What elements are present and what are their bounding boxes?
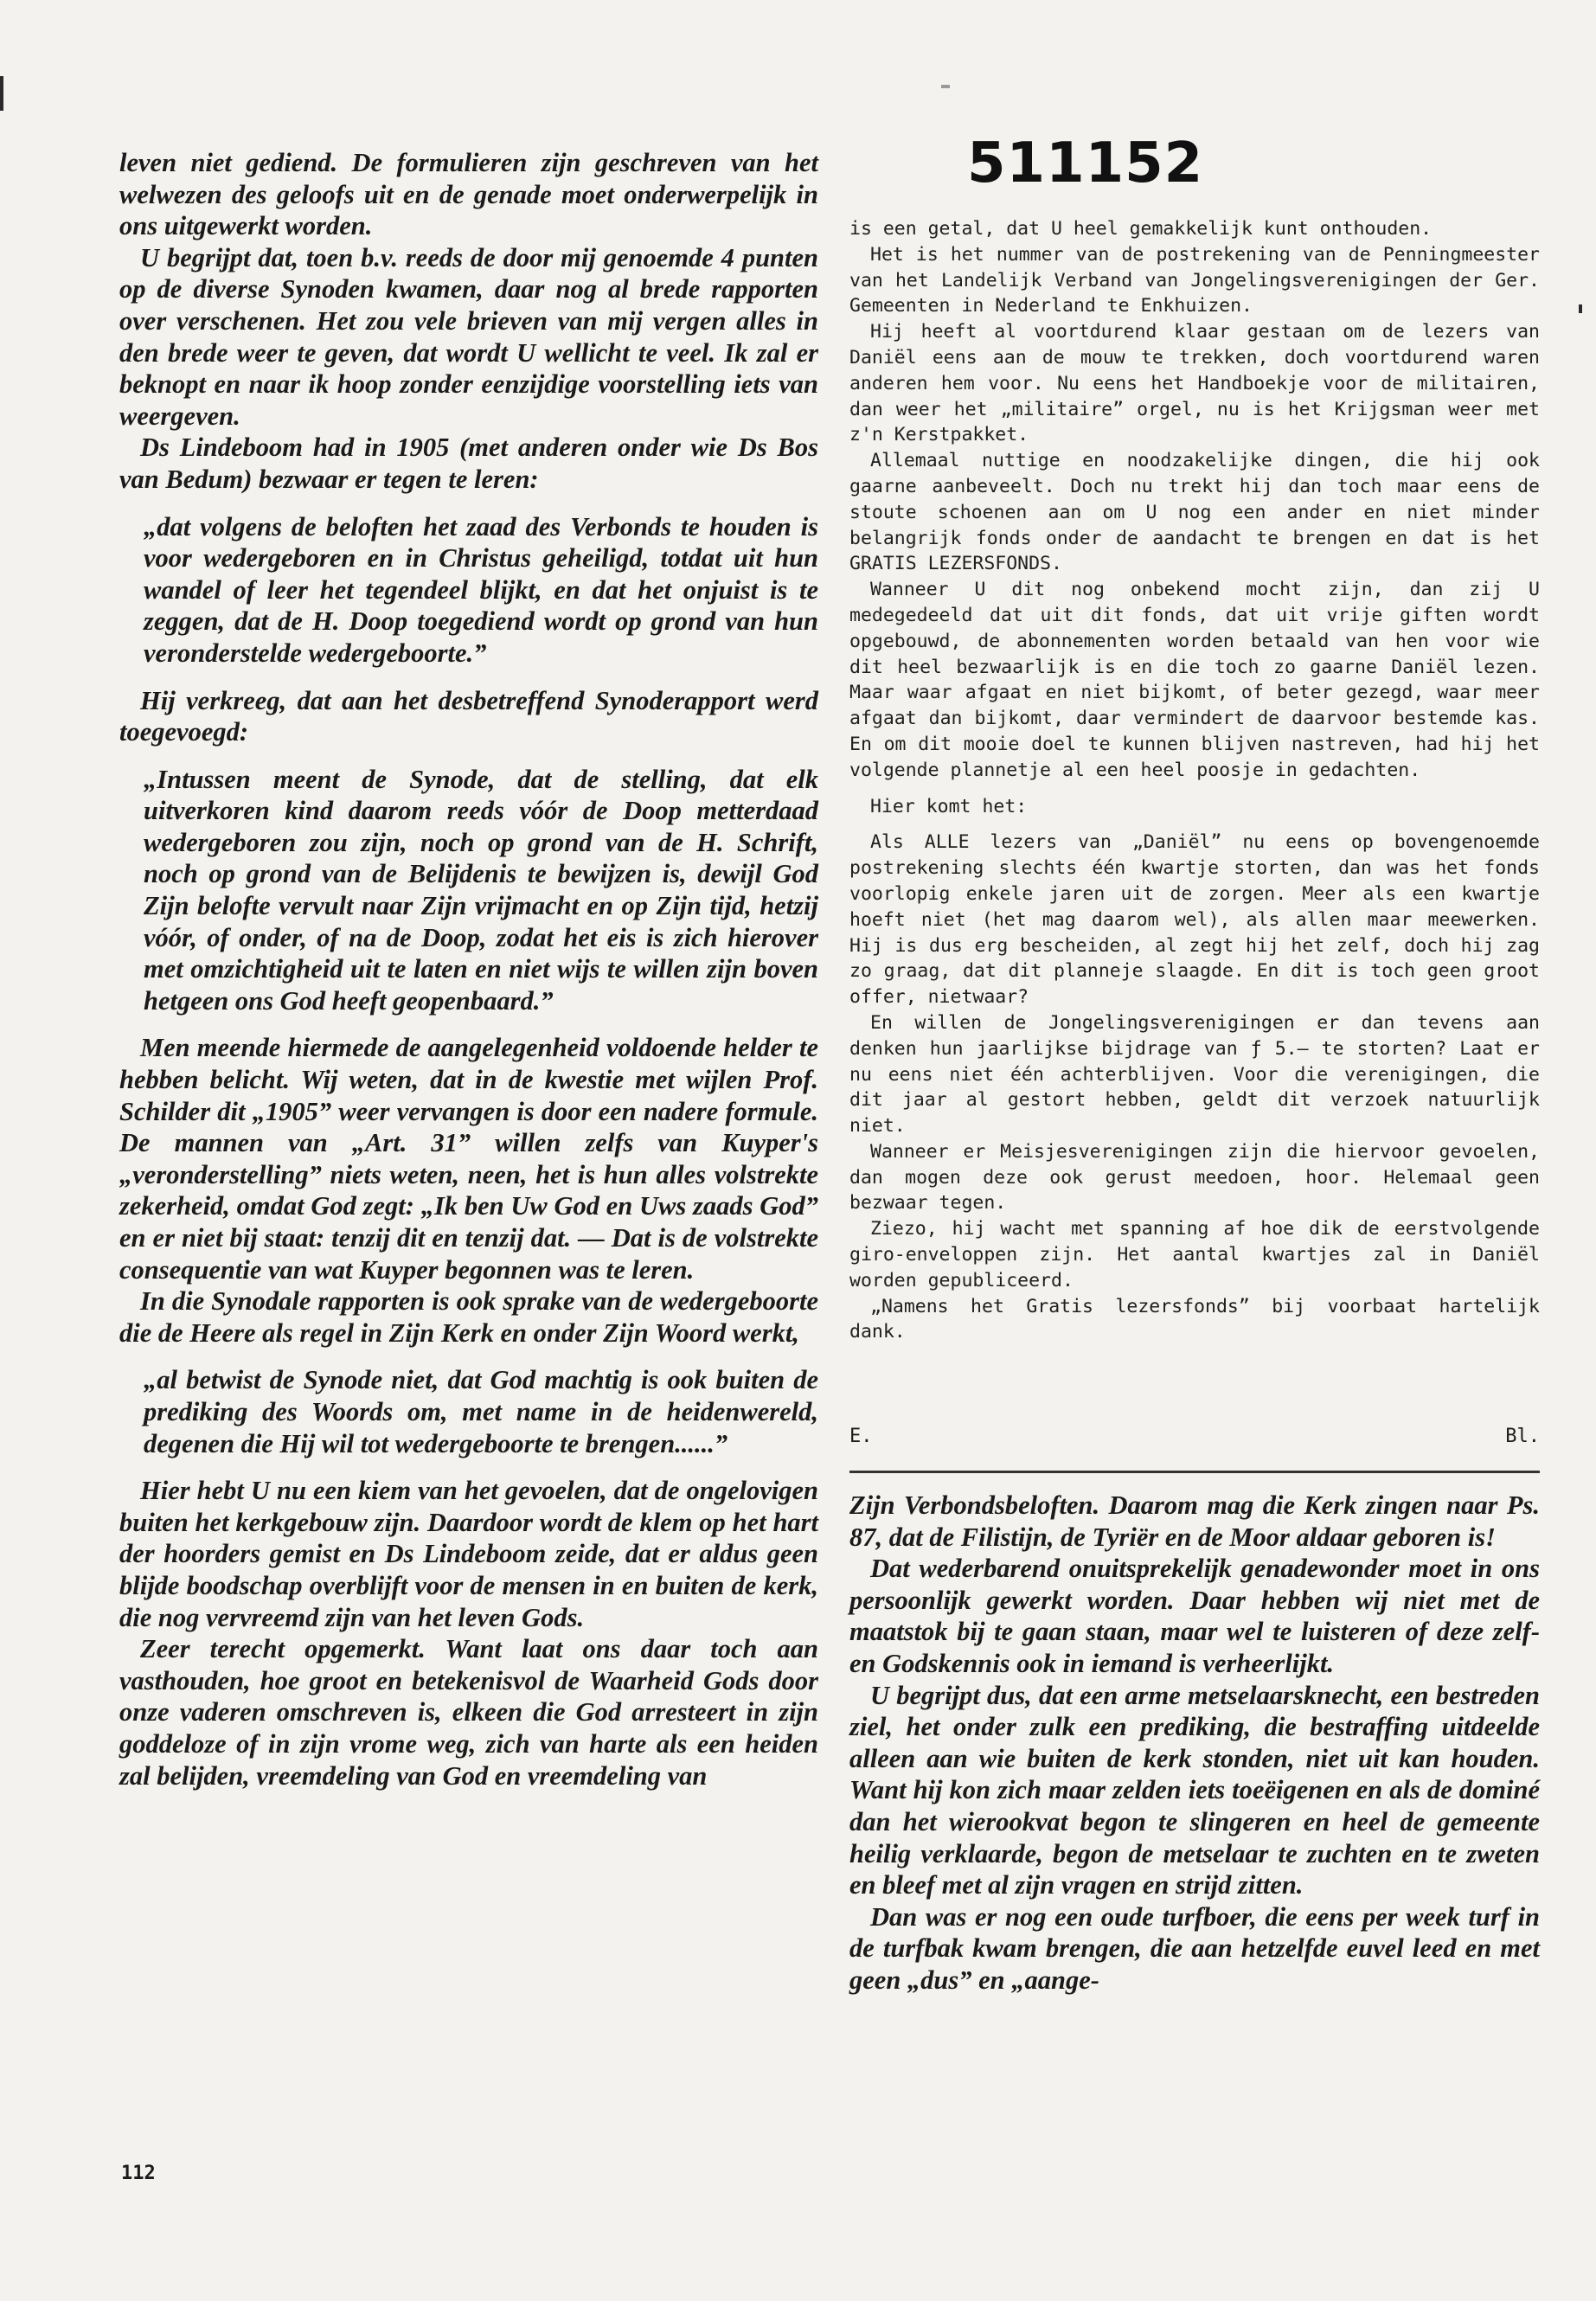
paragraph: Wanneer er Meisjesverenigingen zijn die hiervoor gevoelen, dan mogen deze ook gerust meedoen, hoor. Helemaal geen bezwaar tegen. (849, 1140, 1540, 1215)
paragraph: leven niet gediend. De formulieren zijn geschreven van het welwezen des geloofs uit en de genade moet onderwerpelijk in ons uitgewerkt worden. (119, 148, 818, 241)
paragraph: Dan was er nog een oude turfboer, die eens per week turf in de turfbak kwam brengen, die aan hetzelfde euvel leed en met geen „dus” en „aange- (849, 1901, 1540, 1995)
scan-mark (0, 76, 3, 111)
signature-right: Bl. (1505, 1426, 1540, 1447)
paragraph: U begrijpt dat, toen b.v. reeds de door mij genoemde 4 punten op de diverse Synoden kwamen, daar nog al brede rapporten over verschenen. Het zou vele brieven van mij vergen alles in den brede weer te geven, dat wordt U wellicht te veel. Ik zal er beknopt en naar ik hoop zonder eenzijdige voorstelling iets van weergeven. (119, 242, 818, 431)
paragraph: Hier komt het: (870, 795, 1028, 817)
quoted-passage: „dat volgens de beloften het zaad des Verbonds te houden is voor wedergeboren en in Christus geheiligd, totdat uit hun wandel of leer het tegendeel blijkt, en dat het onjuist is te zeggen, dat de H. Doop toegediend wordt op grond van hun veronderstelde wedergeboorte.” (144, 511, 818, 668)
paragraph: Als ALLE lezers van „Daniël” nu eens op bovengenoemde postrekening slechts één kwartje storten, dan was het fonds voorlopig enkele jaren uit de zorgen. Meer als een kwartje hoeft niet (het mag daarom wel), als allen maar meewerken. Hij is dus erg bescheiden, al zegt hij het zelf, doch hij zag zo graag, dat dit planneje slaagde. En dit is toch geen groot offer, nietwaar? (849, 831, 1540, 1009)
paragraph: Zijn Verbondsbeloften. Daarom mag die Kerk zingen naar Ps. 87, dat de Filistijn, de Tyriër en de Moor aldaar geboren is! (849, 1490, 1540, 1552)
paragraph: Wanneer U dit nog onbekend mocht zijn, dan zij U medegedeeld dat uit dit fonds, dat uit vrije giften wordt opgebouwd, de abonnementen worden betaald van hen voor wie dit heel bezwaarlijk is en die toch zo gaarne Daniël lezen. Maar waar afgaat en niet bijkomt, of beter gezegd, waar meer afgaat dan bijkomt, daar vermindert de daarvoor bestemde kas. En om dit mooie doel te kunnen blijven nastreven, had hij het volgende plannetje al een heel poosje in gedachten. (849, 579, 1540, 781)
paragraph: „Namens het Gratis lezersfonds” bij voorbaat hartelijk dank. (849, 1295, 1540, 1343)
paragraph: is een getal, dat U heel gemakkelijk kunt onthouden. (849, 218, 1433, 240)
quoted-passage: „al betwist de Synode niet, dat God machtig is ook buiten de prediking des Woords om, met name in de heidenwereld, degenen die Hij wil tot wedergeboorte te brengen......” (144, 1365, 818, 1458)
paragraph: U begrijpt dus, dat een arme metselaarsknecht, een bestreden ziel, het onder zulk een prediking, die bestraffing uitdeelde alleen aan wie buiten de kerk stonden, niet uit kan houden. Want hij kon zich maar zelden iets toeëigenen en als de dominé dan het wierookvat begon te slingeren en heel de gemeente heilig verklaarde, begon de metselaar te zuchten en te zweten en bleef met al zijn vragen en strijd zitten. (849, 1680, 1540, 1900)
paragraph: Het is het nummer van de postrekening van de Penningmeester van het Landelijk Verband van Jongelingsverenigingen der Ger. Gemeenten in Nederland te Enkhuizen. (849, 243, 1540, 317)
paragraph: Ds Lindeboom had in 1905 (met anderen onder wie Ds Bos van Bedum) bezwaar er tegen te leren: (119, 433, 818, 494)
paragraph: Hier hebt U nu een kiem van het gevoelen, dat de ongelovigen buiten het kerkgebouw zijn. Daardoor wordt de klem op het hart der hoorders gemist en Ds Lindeboom zeide, dat er aldus geen blijde boodschap overblijft voor de mensen in en buiten de kerk, die nog vervreemd zijn van het leven Gods. (119, 1476, 818, 1632)
paragraph: In die Synodale rapporten is ook sprake van de wedergeboorte die de Heere als regel in Zijn Kerk en onder Zijn Woord werkt, (119, 1286, 818, 1348)
paragraph: Dat wederbarend onuitsprekelijk genadewonder moet in ons persoonlijk gewerkt worden. Daar hebben wij niet met de maatstok bij te gaan staan, maar wel te luisteren of deze zelf- en Godskennis ook in iemand is verheerlijkt. (849, 1554, 1540, 1678)
paragraph: Hij verkreeg, dat aan het desbetreffend Synoderapport werd toegevoegd: (119, 685, 818, 747)
postal-number-heading: 511152 (967, 131, 1204, 195)
paragraph: Men meende hiermede de aangelegenheid voldoende helder te hebben belicht. Wij weten, dat in de kwestie met wijlen Prof. Schilder dit „1905” weer vervangen is door een nadere formule. De mannen van „Art. 31” willen zelfs van Kuyper's „veronderstelling” niets weten, neen, het is hun alles volstrekte zekerheid, omdat God zegt: „Ik ben Uw God en Uws zaads God” en er niet bij staat: tenzij dit en tenzij dat. — Dat is de volstrekte consequentie van wat Kuyper begonnen was te leren. (119, 1033, 818, 1285)
signature-left: E. (849, 1426, 873, 1447)
paragraph: En willen de Jongelingsverenigingen er dan tevens aan denken hun jaarlijkse bijdrage van ƒ 5.— te storten? Laat er nu eens niet één achterblijven. Voor die verenigingen, die dit jaar al gestort hebben, geldt dit verzoek natuurlijk niet. (849, 1011, 1540, 1138)
paragraph: Hij heeft al voortdurend klaar gestaan om de lezers van Daniël eens aan de mouw te trekken, doch voortdurend waren anderen hem voor. Nu eens het Handboekje voor de militairen, dan weer het „militaire” orgel, nu is het Krijgsman weer met z'n Kerstpakket. (849, 321, 1540, 446)
paragraph: Allemaal nuttige en noodzakelijke dingen, die hij ook gaarne aanbeveelt. Doch nu trekt hij dan toch maar eens de stoute schoenen aan om U nog een ander en niet minder belangrijk fonds onder de aandacht te brengen en dat is het GRATIS LEZERSFONDS. (849, 450, 1540, 575)
right-column-notice (849, 216, 1540, 1345)
scan-mark (941, 85, 950, 88)
lower-right-column (849, 1490, 1540, 1997)
page-number: 112 (121, 2163, 156, 2184)
left-column (119, 147, 818, 1791)
paragraph: Zeer terecht opgemerkt. Want laat ons daar toch aan vasthouden, hoe groot en betekenisvol de Waarheid Gods door onze vaderen omschreven is, elkeen die God arresteert in zijn goddeloze of in zijn vrome weg, zich van harte als een heiden zal belijden, vreemdeling van God en vreemdeling van (119, 1634, 818, 1791)
paragraph: Ziezo, hij wacht met spanning af hoe dik de eerstvolgende giro-enveloppen zijn. Het aantal kwartjes zal in Daniël worden gepubliceerd. (849, 1218, 1540, 1292)
scan-mark (1579, 304, 1582, 313)
section-divider (849, 1471, 1540, 1473)
quoted-passage: „Intussen meent de Synode, dat de stelling, dat elk uitverkoren kind daarom reeds vóór de Doop metterdaad wedergeboren zou zijn, noch op grond van de H. Schrift, noch op grond van de Belijdenis te bewijzen is, dewijl God Zijn belofte vervult naar Zijn vrijmacht en op Zijn tijd, hetzij vóór, of onder, of na de Doop, zodat het eis is zich hierover met omzichtigheid uit te laten en niet wijs te willen zijn boven hetgeen ons God heeft geopenbaard.” (144, 764, 818, 1016)
